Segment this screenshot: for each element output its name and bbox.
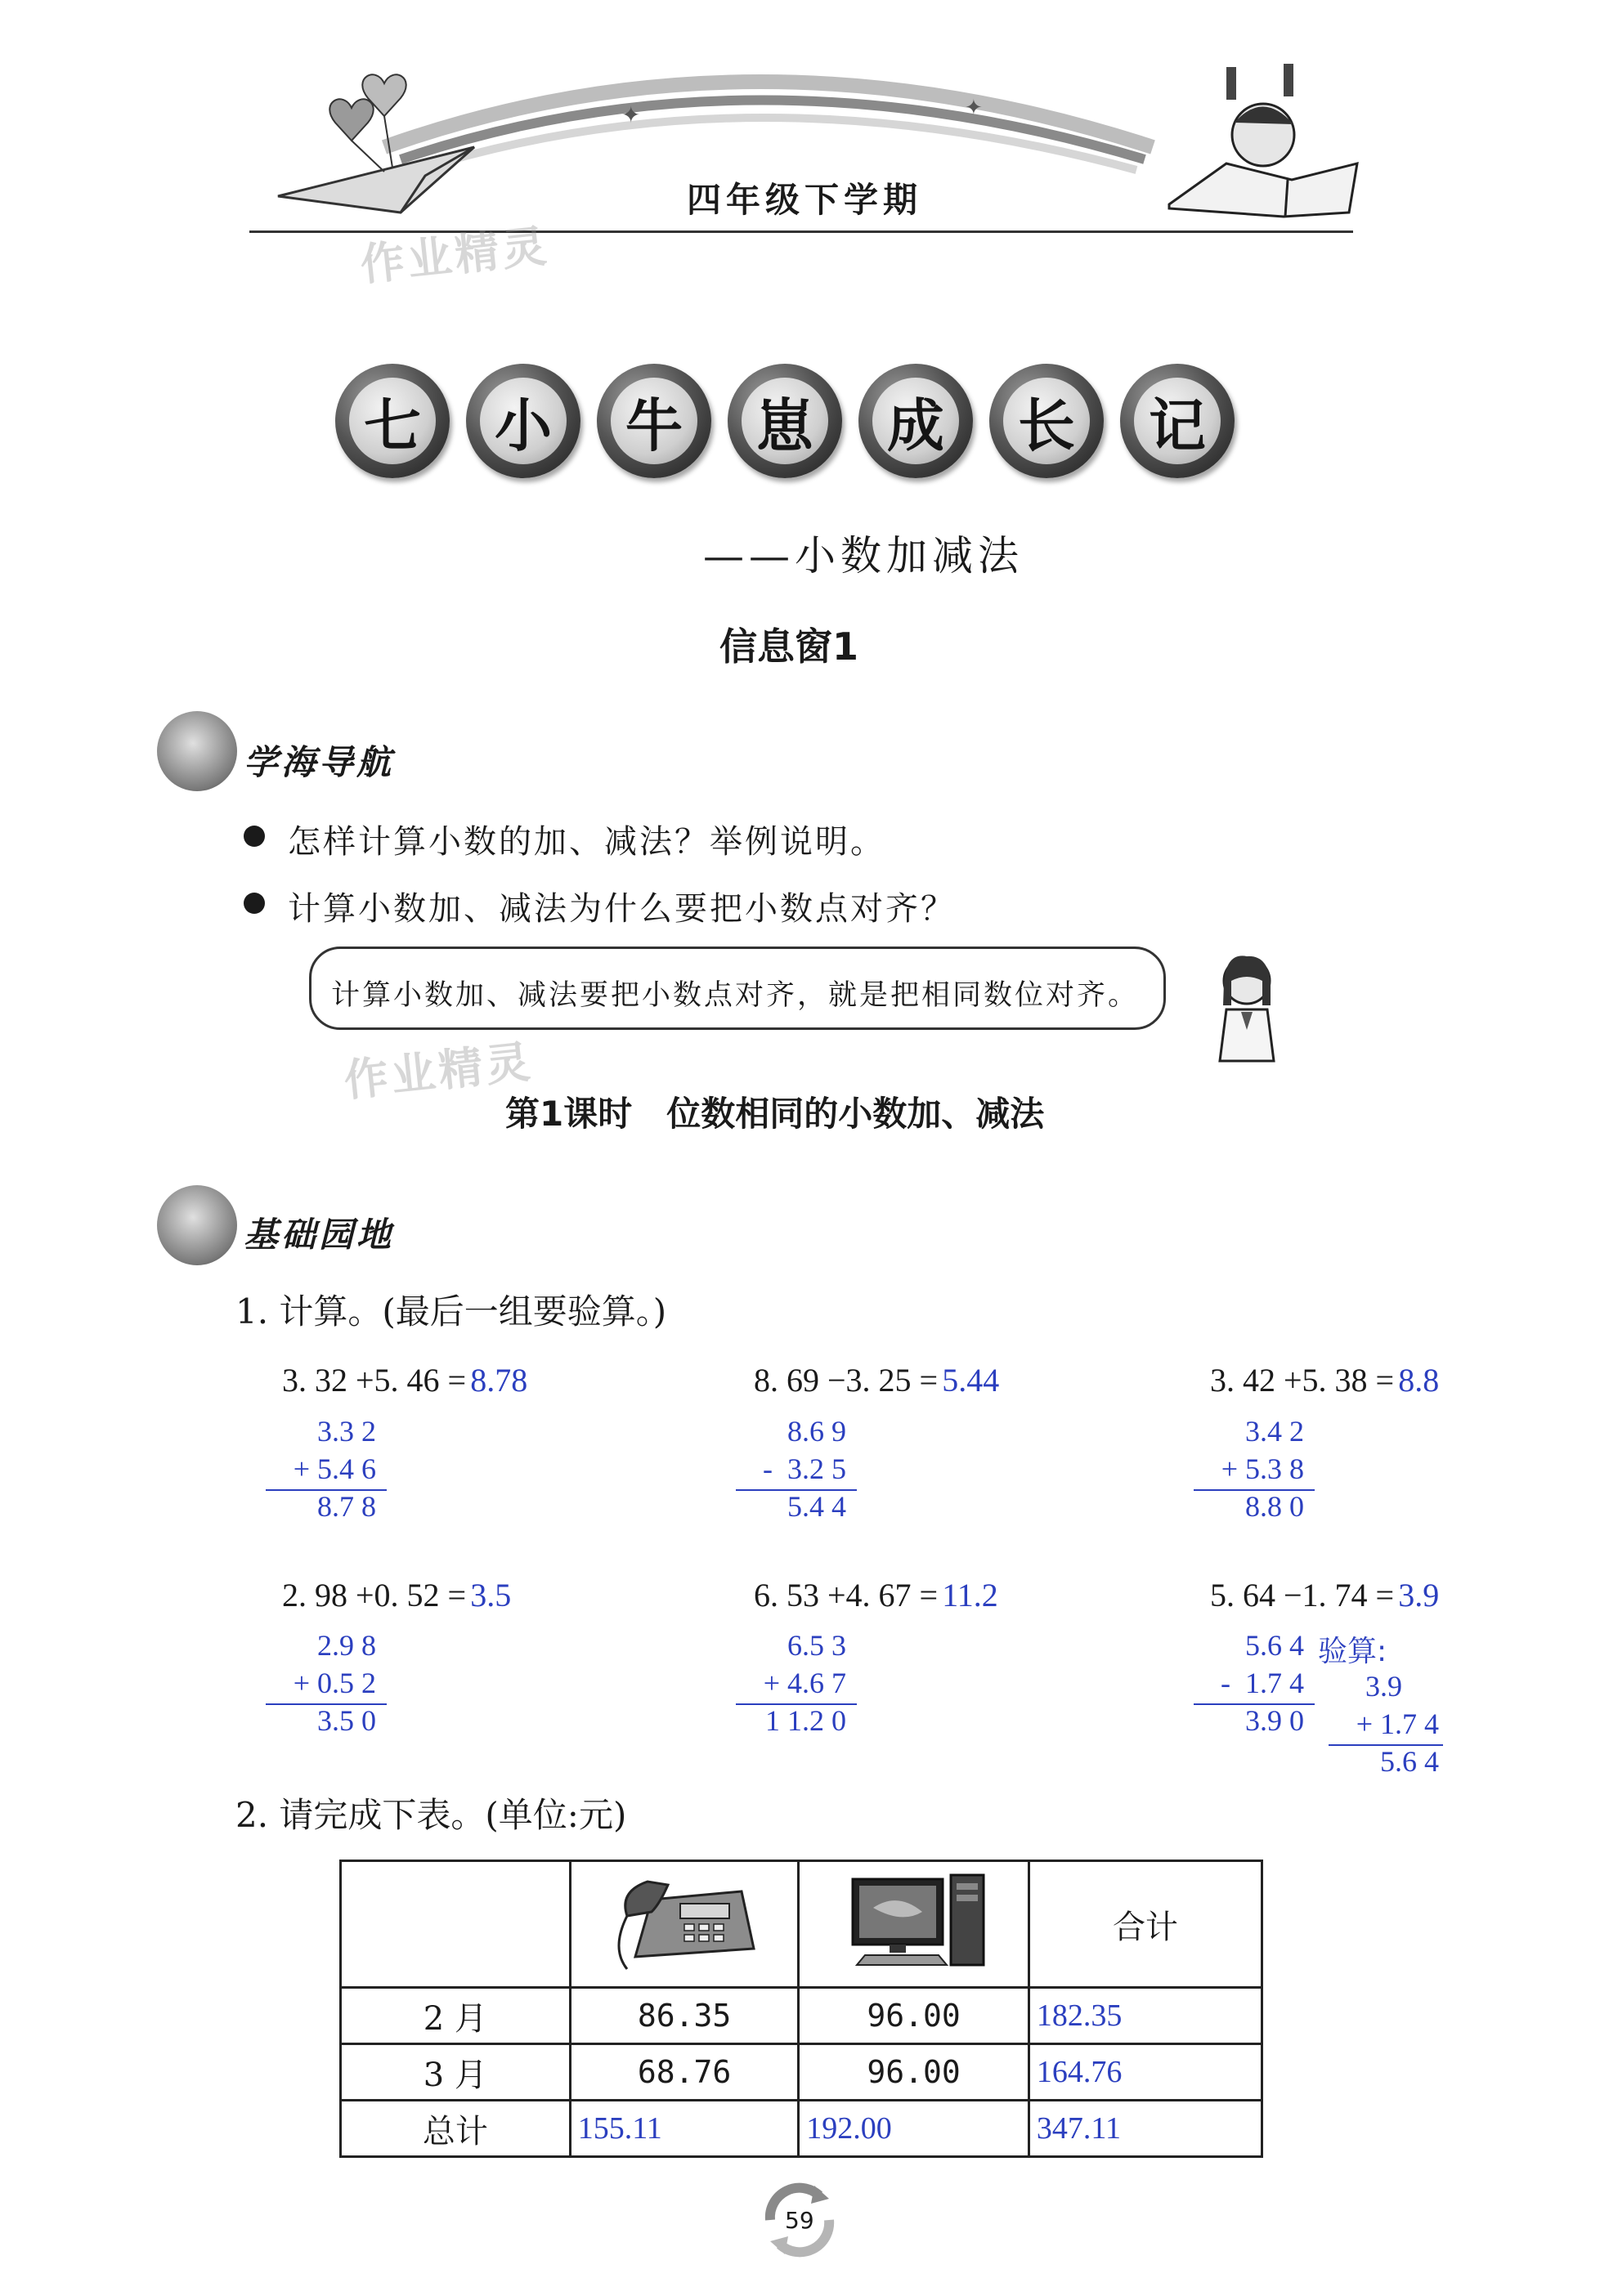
- watermark-middle: 作业精灵: [341, 1036, 536, 1107]
- vertical-calc-result: 8.7 8: [317, 1490, 376, 1523]
- table-row: [341, 2044, 1262, 2101]
- vertical-calc-top: 3.3 2: [317, 1415, 376, 1448]
- explorer-boy-icon: [157, 711, 237, 791]
- watermark-top: 作业精灵: [357, 220, 553, 291]
- info-window-title: 信息窗1: [719, 624, 859, 669]
- problem-expression: 5. 64 −1. 74 =: [1210, 1577, 1395, 1613]
- problem-6: [1210, 1576, 1439, 1614]
- svg-text:✦: ✦: [621, 101, 641, 128]
- writing-girl-icon: [157, 1185, 237, 1265]
- question-1-prompt: 1. 计算。(最后一组要验算。): [235, 1291, 667, 1332]
- computer-total: 192.00: [799, 2101, 1029, 2157]
- chapter-char-ball: [728, 364, 842, 478]
- chapter-char-ball: [335, 364, 450, 478]
- vertical-calc-top: 6.5 3: [787, 1629, 846, 1662]
- problem-answer: 3.9: [1398, 1577, 1440, 1613]
- row-label: 总计: [341, 2101, 571, 2157]
- chapter-char-ball: [466, 364, 580, 478]
- vertical-calc-bottom: + 0.5 2: [293, 1667, 376, 1699]
- computer-cost: 96.00: [799, 1988, 1029, 2044]
- check-calc-bottom: + 1.7 4: [1356, 1707, 1439, 1740]
- teacher-girl-icon: [1202, 948, 1292, 1063]
- total-header-cell: 合计: [1029, 1861, 1262, 1988]
- guide-section-label: 学海导航: [244, 742, 395, 782]
- bullet-icon: [244, 826, 265, 847]
- problem-answer: 3.5: [470, 1577, 512, 1613]
- chapter-subtitle: ——小数加减法: [703, 532, 1024, 580]
- vertical-calc-bottom: + 4.6 7: [763, 1667, 846, 1699]
- phone-total: 155.11: [570, 2101, 799, 2157]
- table-header-row: [341, 1861, 1262, 1988]
- problem-expression: 2. 98 +0. 52 =: [282, 1577, 467, 1613]
- check-label: 验算:: [1318, 1635, 1387, 1668]
- vertical-calc-result: 3.9 0: [1245, 1704, 1304, 1737]
- vertical-calc-bottom: + 5.3 8: [1221, 1452, 1304, 1485]
- table-row: [341, 1988, 1262, 2044]
- speech-bubble-text: 计算小数加、减法要把小数点对齐，就是把相同数位对齐。: [331, 979, 1140, 1012]
- phone-cost: 68.76: [570, 2044, 799, 2101]
- problem-5: [754, 1576, 998, 1614]
- grand-total: 347.11: [1029, 2101, 1262, 2157]
- chapter-char: 七: [349, 378, 436, 464]
- chapter-char-ball: [1120, 364, 1235, 478]
- row-label: 2 月: [341, 1988, 571, 2044]
- problem-answer: 8.8: [1398, 1362, 1440, 1399]
- telephone-icon: [603, 1867, 766, 1973]
- problem-expression: 3. 42 +5. 38 =: [1210, 1362, 1395, 1399]
- page-number: 59: [785, 2207, 814, 2234]
- svg-text:✦: ✦: [965, 96, 983, 120]
- vertical-calc-bottom: + 5.4 6: [293, 1452, 376, 1485]
- chapter-char-ball: [989, 364, 1104, 478]
- header-grade: 四年级下学期: [687, 180, 923, 220]
- bullet-icon: [244, 893, 265, 914]
- chapter-char: 长: [1003, 378, 1090, 464]
- vertical-calc-result: 8.8 0: [1245, 1490, 1304, 1523]
- problem-2: [754, 1361, 999, 1399]
- phone-cost: 86.35: [570, 1988, 799, 2044]
- problem-4: [282, 1576, 511, 1614]
- row-total: 182.35: [1029, 1988, 1262, 2044]
- chapter-char: 成: [872, 378, 959, 464]
- vertical-calc-result: 1 1.2 0: [765, 1704, 846, 1737]
- row-label: 3 月: [341, 2044, 571, 2101]
- chapter-char-ball: [597, 364, 711, 478]
- problem-answer: 8.78: [470, 1362, 528, 1399]
- computer-icon: [832, 1867, 996, 1973]
- problem-expression: 3. 32 +5. 46 =: [282, 1362, 467, 1399]
- row-total: 164.76: [1029, 2044, 1262, 2101]
- phone-header-cell: [570, 1861, 799, 1988]
- chapter-char: 小: [480, 378, 567, 464]
- basics-section-label: 基础园地: [244, 1215, 395, 1255]
- chapter-char: 记: [1134, 378, 1221, 464]
- problem-1: [282, 1361, 527, 1399]
- table-row: [341, 2101, 1262, 2157]
- problem-expression: 8. 69 −3. 25 =: [754, 1362, 939, 1399]
- vertical-calc-result: 5.4 4: [787, 1490, 846, 1523]
- computer-cost: 96.00: [799, 2044, 1029, 2101]
- vertical-calc-top: 5.6 4: [1245, 1629, 1304, 1662]
- chapter-char-ball: [858, 364, 973, 478]
- vertical-calc-bottom: - 1.7 4: [1221, 1667, 1304, 1699]
- vertical-calc-result: 3.5 0: [317, 1704, 376, 1737]
- check-calc-top: 3.9: [1365, 1670, 1402, 1703]
- lesson-title: 第1课时 位数相同的小数加、减法: [505, 1094, 1045, 1134]
- guide-question-2: 计算小数加、减法为什么要把小数点对齐？: [288, 890, 956, 928]
- chapter-char: 崽: [742, 378, 828, 464]
- problem-answer: 5.44: [942, 1362, 1000, 1399]
- computer-header-cell: [799, 1861, 1029, 1988]
- vertical-calc-top: 2.9 8: [317, 1629, 376, 1662]
- chapter-char: 牛: [611, 378, 697, 464]
- check-calc-result: 5.6 4: [1380, 1745, 1439, 1778]
- question-2-prompt: 2. 请完成下表。(单位:元): [235, 1795, 627, 1835]
- vertical-calc-bottom: - 3.2 5: [763, 1452, 846, 1485]
- problem-answer: 11.2: [942, 1577, 998, 1613]
- problem-3: [1210, 1361, 1439, 1399]
- vertical-calc-top: 3.4 2: [1245, 1415, 1304, 1448]
- problem-expression: 6. 53 +4. 67 =: [754, 1577, 939, 1613]
- vertical-calc-top: 8.6 9: [787, 1415, 846, 1448]
- guide-question-1: 怎样计算小数的加、减法？举例说明。: [288, 823, 885, 861]
- bill-table: [339, 1860, 1263, 2158]
- table-corner-cell: [341, 1861, 571, 1988]
